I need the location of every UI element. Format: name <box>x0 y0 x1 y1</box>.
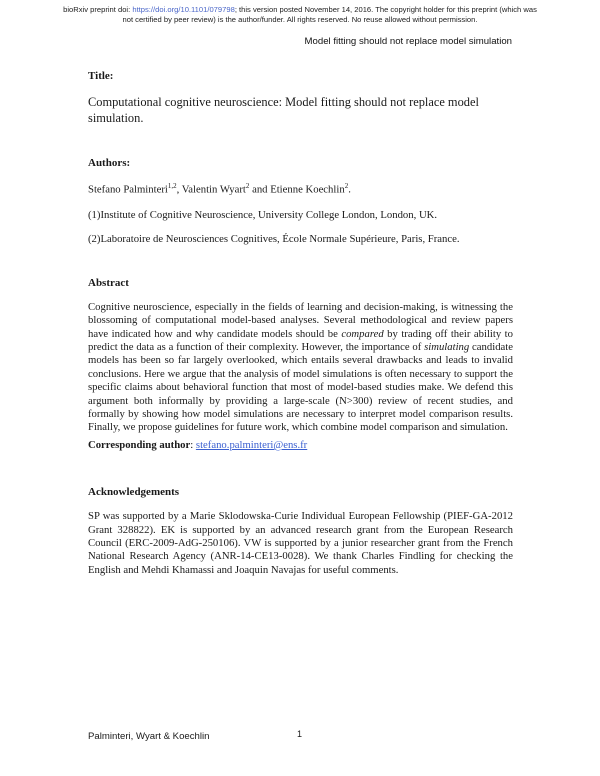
title-heading: Title: <box>88 70 114 82</box>
abstract-heading: Abstract <box>88 276 129 289</box>
abstract-part-1: Cognitive neuroscience, especially in the fields of learning and decision-making, is witnessing the blossoming of computational model-based analyses. Several methodological and review papers have indicated how and why candidate models should be <box>88 300 513 340</box>
abstract-body <box>88 301 513 435</box>
author-affil-sup: 2 <box>344 182 349 190</box>
paper-title: Computational cognitive neuroscience: Model fitting should not replace model simulation. <box>88 95 479 125</box>
author-list <box>88 180 513 197</box>
author-name: Stefano Palminteri <box>88 183 168 196</box>
corresponding-email-link[interactable]: stefano.palminteri@ens.fr <box>195 438 308 451</box>
preprint-notice-line1 <box>0 5 600 15</box>
page-content <box>88 70 513 577</box>
abstract-emphasis-simulating: simulating <box>424 341 470 353</box>
acknowledgements-body: SP was supported by a Marie Sklodowska-Curie Individual European Fellowship (PIEF-GA-2012 Grant 328822). EK is supported by an advanced research grant from the European Research Council (ERC-2009-AdG-250106). VW is supported by a junior researcher grant from the French National Research Agency (ANR-14-CE13-0028). We thank Charles Findling for checking the English and Mehdi Khamassi and Joaquin Navajas for useful comments. <box>88 510 513 576</box>
corresponding-author-label: Corresponding author <box>88 438 191 451</box>
author-list-end: . <box>348 183 351 196</box>
corresponding-author <box>88 439 513 452</box>
doi-link[interactable]: https://doi.org/10.1101/079798 <box>132 5 235 14</box>
affiliation-1: (1)Institute of Cognitive Neuroscience, University College London, London, UK. <box>88 208 438 221</box>
abstract-part-2: by trading off their ability to predict the data as a function of their complexity. However, the importance of <box>88 327 513 353</box>
author-affil-sup: 1,2 <box>167 182 177 190</box>
notice-suffix: ; this version posted November 14, 2016. The copyright holder for this preprint (which was <box>234 5 537 14</box>
abstract-part-3: candidate models has been so far largely overlooked, which entails several drawbacks and leads to invalid conclusions. Here we argue that the analysis of model simulations is often necessary to support the specific claims about behavioral function that most of model-based studies make. We defend this argument both informally by providing a large-scale (N>300) review of recent studies, and formally by showing how model simulations are necessary to interpret model comparison results. Finally, we propose guidelines for future work, which combine model comparison and simulation. <box>88 341 513 434</box>
acknowledgements-heading: Acknowledgements <box>88 486 180 499</box>
author-name: Valentin Wyart <box>181 183 246 196</box>
preprint-notice <box>0 5 600 24</box>
running-head: Model fitting should not replace model simulation <box>304 36 512 47</box>
page-number: 1 <box>297 729 303 739</box>
notice-prefix: bioRxiv preprint doi: <box>63 5 133 14</box>
corresponding-colon: : <box>190 438 196 451</box>
author-name: Etienne Koechlin <box>270 183 345 196</box>
footer-authors: Palminteri, Wyart & Koechlin <box>88 731 210 742</box>
abstract-emphasis-compared: compared <box>341 327 384 340</box>
author-separator: and <box>249 183 271 196</box>
author-affil-sup: 2 <box>245 182 250 190</box>
affiliation-2: (2)Laboratoire de Neurosciences Cognitives, École Normale Supérieure, Paris, France. <box>88 233 460 246</box>
authors-heading: Authors: <box>88 157 131 169</box>
author-separator: , <box>176 183 182 196</box>
preprint-notice-line2: not certified by peer review) is the author/funder. All rights reserved. No reuse allowed without permission. <box>122 14 478 24</box>
